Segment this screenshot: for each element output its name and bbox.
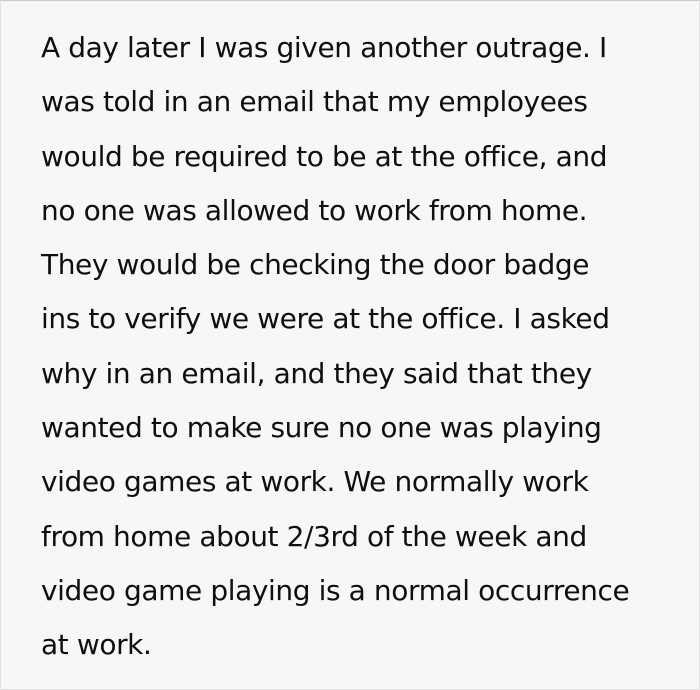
story-line: at work. [41,628,152,662]
story-line: why in an email, and they said that they [41,356,592,390]
story-line: video game playing is a normal occurrence [41,573,630,607]
story-line: would be required to be at the office, and [41,139,608,173]
story-line: was told in an email that my employees [41,85,588,119]
story-line: ins to verify we were at the office. I asked [41,302,610,336]
story-line: wanted to make sure no one was playing [41,411,602,445]
story-line: They would be checking the door badge [41,248,590,282]
story-line: A day later I was given another outrage. I [41,31,607,64]
story-line: video games at work. We normally work [41,465,589,499]
story-line: from home about 2/3rd of the week and [41,519,587,553]
story-line: no one was allowed to work from home. [41,193,588,227]
